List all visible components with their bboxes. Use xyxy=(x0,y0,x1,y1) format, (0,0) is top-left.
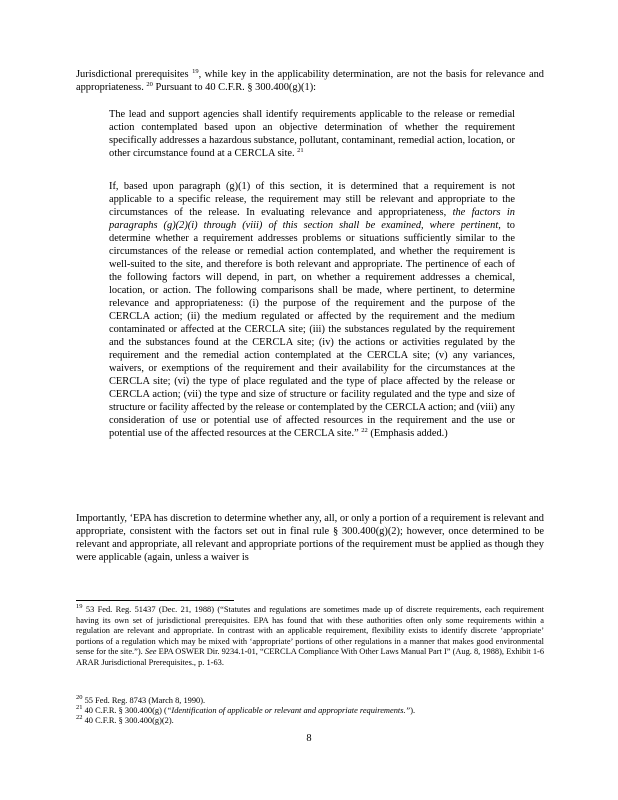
footnote-19-citation: EPA OSWER Dir. 9234.1-01, “CERCLA Compliance With Other Laws Manual Part I” (Aug. 8, 1988), Exhibit 1-6 ARAR Jurisdictional Prerequisites., p. 1-63. xyxy=(76,647,545,667)
quote-applicability-text: The lead and support agencies shall identify requirements applicable to the release or remedial action contemplated based upon an objective determination of whether the requirement specifically addresses a hazardous substance, pollutant, contaminant, remedial action, location, or other circumstance found at a CERCLA site. xyxy=(109,109,515,159)
page-number: 8 xyxy=(306,733,312,744)
footnote-22 xyxy=(76,716,544,727)
footnote-20-text: 55 Fed. Reg. 8743 (March 8, 1990). xyxy=(84,696,206,705)
body-paragraph-discretion xyxy=(76,512,544,564)
emphasis-added-note: (Emphasis added.) xyxy=(370,428,448,439)
intro-middle-text: , while key in the applicability determination, are not the basis for relevance and appropriateness. xyxy=(76,69,544,93)
footnote-number-22: 22 xyxy=(76,714,83,721)
discretion-text: Importantly, ‘EPA has discretion to determine whether any, all, or only a portion of a requirement is relevant and appropriate, consistent with the factors set out in final rule § 300.400(g)(2); however, once determined to be relevant and appropriate, all relevant and appropriate portions of the requirement must be applied as though they were applicable (again, unless a waiver is xyxy=(76,513,544,563)
quote-relevance-part2: , to determine whether a requirement addresses problems or situations sufficiently similar to the circumstances of the release or remedial action contemplated, and whether the requirement is well-suited to the site, and therefore is both relevant and appropriate. The pertinence of each of the following factors will depend, in part, on whether a requirement addresses a chemical, location, or action. The following comparisons shall be made, where pertinent, to determine relevance and appropriateness: (i) the purpose of the requirement and the purpose of the CERCLA action; (ii) the medium regulated or affected by the requirement and the medium contaminated or affected at the CERCLA site; (iii) the substances regulated by the requirement and the substances found at the CERCLA site; (iv) the actions or activities regulated by the requirement and the remedial action contemplated at the CERCLA site; (v) any variances, waivers, or exemptions of the requirement and their availability for the circumstances at the CERCLA site; (vi) the type of place regulated and the type of place affected by the release or CERCLA action; (vii) the type and size of structure or facility regulated and the type and size of structure or facility affected by the release or contemplated by the CERCLA action; and (viii) any consideration of use or potential use of affected resources in the requirement and the use or potential use of the affected resources at the CERCLA site.” xyxy=(109,220,515,439)
footnote-number-20: 20 xyxy=(76,694,83,701)
jurisdictional-prerequisites-lead: Jurisdictional prerequisites xyxy=(76,69,189,80)
footnote-20 xyxy=(76,696,544,707)
quote-relevance-part1: If, based upon paragraph (g)(1) of this section, it is determined that a requirement is not applicable to a specific release, the requirement may still be relevant and appropriate to the circumstances of the release. In evaluating relevance and appropriateness, xyxy=(109,181,515,218)
footnote-divider xyxy=(76,600,234,601)
footnote-number-19: 19 xyxy=(76,603,83,610)
block-quote-applicability xyxy=(109,108,515,160)
footnote-ref-20[interactable]: 20 xyxy=(146,81,153,88)
footnote-21-text: 40 C.F.R. § 300.400(g) ( xyxy=(84,706,167,715)
footnote-22-text: 40 C.F.R. § 300.400(g)(2). xyxy=(84,716,174,725)
footnote-number-21: 21 xyxy=(76,704,83,711)
quote-relevance-emphasis: the factors in paragraphs (g)(2)(i) through (viii) of this section shall be examined, where pertinent xyxy=(109,207,515,231)
footnote-19-text: 53 Fed. Reg. 51437 (Dec. 21, 1988) (“Statutes and regulations are sometimes made up of discrete requirements, each requirement having its own set of jurisdictional prerequisites. EPA has found that with these authorities often only some requirements within a regulation are relevant and appropriate. In contrast with an applicable requirement, flexibility exists to identify discrete ‘appropriate’ portions of a regulation which may be mixed with ‘appropriate’ portions of other regulations in a manner that makes good environmental sense for the site.”). xyxy=(76,605,544,657)
footnote-ref-22[interactable]: 22 xyxy=(361,427,368,434)
footnote-ref-21[interactable]: 21 xyxy=(297,147,304,154)
body-paragraph-intro xyxy=(76,68,544,94)
footnote-19 xyxy=(76,605,544,669)
block-quote-relevance xyxy=(109,180,515,440)
footnote-21 xyxy=(76,706,544,717)
footnote-21-title: “Identification of applicable or relevant and appropriate requirements.” xyxy=(166,706,411,715)
footnote-ref-19[interactable]: 19 xyxy=(192,68,199,75)
footnote-19-see: See xyxy=(144,647,157,657)
footnote-21-tail: ). xyxy=(410,706,416,715)
intro-citation-text: Pursuant to 40 C.F.R. § 300.400(g)(1): xyxy=(155,82,317,93)
